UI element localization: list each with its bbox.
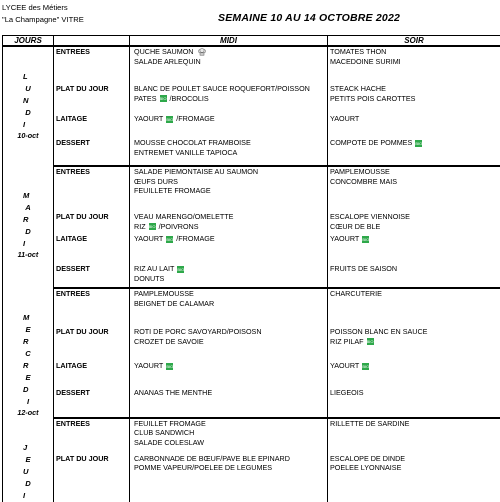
day-letter: I (3, 119, 53, 131)
day-letter: M (3, 190, 53, 202)
soir-dish: FRUITS DE SAISON (330, 264, 397, 273)
midi-dish: ŒUFS DURS (134, 177, 178, 186)
soir-dish: RIZ PILAF (330, 337, 364, 346)
day-letter: D (3, 107, 53, 119)
dish-line (330, 177, 500, 187)
soir-cell (328, 234, 500, 264)
day-letter: L (3, 71, 53, 83)
dish-line (330, 114, 500, 124)
midi-dish: YAOURT (134, 361, 163, 370)
midi-dish: ANANAS THE MENTHE (134, 388, 212, 397)
table-row (3, 361, 500, 388)
dish-line (134, 438, 327, 448)
day-letter: I (3, 490, 53, 502)
midi-dish: QUCHE SAUMON (134, 47, 194, 56)
day-letter: I (3, 238, 53, 250)
soir-dish: COMPOTE DE POMMES (330, 138, 412, 147)
day-letter: I (3, 396, 53, 408)
midi-cell (130, 84, 328, 114)
midi-cell (130, 166, 328, 212)
midi-cell (130, 212, 328, 234)
dish-line (134, 361, 327, 371)
soir-dish: CONCOMBRE MAIS (330, 177, 397, 186)
day-letter: N (3, 95, 53, 107)
table-row (3, 84, 500, 114)
day-letter: R (3, 214, 53, 226)
soir-dish: POELEE LYONNAISE (330, 463, 401, 472)
day-date: 11-oct (3, 250, 53, 260)
dish-line (134, 299, 327, 309)
day-cell (3, 166, 54, 288)
midi-dish: SALADE PIEMONTAISE AU SAUMON (134, 167, 258, 176)
soir-cell (328, 361, 500, 388)
course-category: ENTREES (54, 166, 130, 212)
midi-dish: CROZET DE SAVOIE (134, 337, 204, 346)
table-row (3, 288, 500, 327)
day-letter: A (3, 202, 53, 214)
dish-line (134, 289, 327, 299)
midi-dish: ROTI DE PORC SAVOYARD/POISOSN (134, 327, 262, 336)
organic-label-icon: BIO (166, 363, 173, 370)
day-letter: R (3, 360, 53, 372)
soir-dish: YAOURT (330, 361, 359, 370)
day-letter: C (3, 348, 53, 360)
midi-dish: YAOURT (134, 234, 163, 243)
course-category: PLAT DU JOUR (54, 327, 130, 361)
day-date: 12-oct (3, 408, 53, 418)
dish-line (134, 264, 327, 274)
day-letter: E (3, 372, 53, 384)
soir-cell (328, 138, 500, 166)
course-category: LAITAGE (54, 114, 130, 138)
organic-label-icon: BIO (149, 223, 156, 230)
dish-line (134, 274, 327, 284)
midi-dish: RIZ (134, 222, 146, 231)
organic-label-icon: BIO (415, 140, 422, 147)
dish-line (134, 388, 327, 398)
dish-line (330, 337, 500, 347)
soir-cell (328, 114, 500, 138)
dish-line (330, 419, 500, 429)
midi-dish: /FROMAGE (176, 114, 214, 123)
table-row (3, 234, 500, 264)
soir-dish: LIEGEOIS (330, 388, 364, 397)
col-header-midi: MIDI (130, 36, 328, 47)
dish-line (330, 327, 500, 337)
dish-line (134, 57, 327, 67)
day-name-vertical (3, 166, 53, 250)
soir-dish: PAMPLEMOUSSE (330, 167, 390, 176)
menu-body (3, 46, 500, 502)
dish-line (134, 186, 327, 196)
day-letter: J (3, 442, 53, 454)
day-name-vertical (3, 418, 53, 502)
midi-cell (130, 264, 328, 288)
dish-line (134, 454, 327, 464)
course-category: ENTREES (54, 288, 130, 327)
midi-dish: /FROMAGE (176, 234, 214, 243)
day-cell (3, 46, 54, 166)
table-row (3, 418, 500, 454)
dish-line (134, 148, 327, 158)
dish-line (134, 222, 327, 232)
day-name-vertical (3, 288, 53, 408)
course-category: ENTREES (54, 418, 130, 454)
day-letter: E (3, 454, 53, 466)
soir-dish: CŒUR DE BLE (330, 222, 380, 231)
table-header-row (3, 36, 500, 47)
table-row (3, 454, 500, 502)
dish-line (134, 327, 327, 337)
col-header-jours: JOURS (3, 36, 54, 47)
organic-label-icon: BIO (367, 338, 374, 345)
day-letter: E (3, 324, 53, 336)
soir-dish: CHARCUTERIE (330, 289, 382, 298)
dish-line (330, 167, 500, 177)
midi-dish: PATES (134, 94, 157, 103)
day-cell (3, 288, 54, 418)
soir-cell (328, 454, 500, 502)
day-letter: D (3, 478, 53, 490)
dish-line (330, 222, 500, 232)
dish-line (330, 289, 500, 299)
soir-dish: ESCALOPE DE DINDE (330, 454, 405, 463)
dish-line (330, 84, 500, 94)
soir-cell (328, 264, 500, 288)
dish-line (330, 454, 500, 464)
midi-cell (130, 327, 328, 361)
midi-cell (130, 138, 328, 166)
midi-dish: POMME VAPEUR/POELEE DE LEGUMES (134, 463, 272, 472)
dish-line (330, 212, 500, 222)
school-name: LYCEE des Métiers (2, 3, 68, 12)
day-letter: R (3, 336, 53, 348)
midi-dish: RIZ AU LAIT (134, 264, 174, 273)
organic-label-icon: BIO (166, 116, 173, 123)
school-subtitle: "La Champagne" VITRE (2, 15, 84, 24)
dish-line (330, 463, 500, 473)
course-category: ENTREES (54, 46, 130, 84)
soir-dish: STEACK HACHE (330, 84, 386, 93)
organic-label-icon: BIO (160, 95, 167, 102)
midi-dish: PAMPLEMOUSSE (134, 289, 194, 298)
organic-label-icon: BIO (166, 236, 173, 243)
day-date: 10-oct (3, 131, 53, 141)
dish-line (134, 463, 327, 473)
soir-cell (328, 46, 500, 84)
dish-line (330, 388, 500, 398)
midi-dish: /POIVRONS (159, 222, 199, 231)
midi-dish: VEAU MARENGO/OMELETTE (134, 212, 233, 221)
organic-label-icon: BIO (177, 266, 184, 273)
midi-cell (130, 288, 328, 327)
table-row (3, 212, 500, 234)
soir-dish: TOMATES THON (330, 47, 386, 56)
course-category: LAITAGE (54, 234, 130, 264)
soir-dish: ESCALOPE VIENNOISE (330, 212, 410, 221)
midi-dish: CLUB SANDWICH (134, 428, 194, 437)
midi-dish: SALADE COLESLAW (134, 438, 204, 447)
course-category: PLAT DU JOUR (54, 454, 130, 502)
soir-dish: YAOURT (330, 234, 359, 243)
table-row (3, 166, 500, 212)
menu-table (2, 35, 500, 502)
soir-cell (328, 84, 500, 114)
day-letter: U (3, 83, 53, 95)
midi-dish: /BROCOLIS (170, 94, 209, 103)
dish-line (330, 361, 500, 371)
soir-dish: MACEDOINE SURIMI (330, 57, 401, 66)
course-category: DESSERT (54, 138, 130, 166)
soir-dish: PETITS POIS CAROTTES (330, 94, 415, 103)
day-letter: M (3, 312, 53, 324)
chef-hat-icon (198, 48, 206, 56)
midi-cell (130, 46, 328, 84)
midi-dish: FEUILLET FROMAGE (134, 419, 206, 428)
day-letter: D (3, 384, 53, 396)
week-title: SEMAINE 10 AU 14 OCTOBRE 2022 (218, 12, 400, 24)
course-category: PLAT DU JOUR (54, 84, 130, 114)
dish-line (330, 138, 500, 148)
midi-cell (130, 388, 328, 417)
table-row (3, 114, 500, 138)
dish-line (134, 428, 327, 438)
midi-cell (130, 418, 328, 454)
dish-line (330, 47, 500, 57)
midi-cell (130, 454, 328, 502)
soir-dish: POISSON BLANC EN SAUCE (330, 327, 427, 336)
dish-line (134, 114, 327, 124)
day-letter: U (3, 466, 53, 478)
dish-line (134, 84, 327, 94)
midi-dish: ENTREMET VANILLE TAPIOCA (134, 148, 237, 157)
soir-cell (328, 288, 500, 327)
dish-line (134, 177, 327, 187)
dish-line (330, 264, 500, 274)
course-category: DESSERT (54, 388, 130, 417)
soir-cell (328, 388, 500, 417)
course-category: DESSERT (54, 264, 130, 288)
dish-line (330, 94, 500, 104)
midi-dish: SALADE ARLEQUIN (134, 57, 201, 66)
soir-cell (328, 418, 500, 454)
table-row (3, 138, 500, 166)
table-row (3, 388, 500, 417)
soir-dish: YAOURT (330, 114, 359, 123)
col-header-soir: SOIR (328, 36, 500, 47)
dish-line (134, 94, 327, 104)
midi-dish: FEUILLETE FROMAGE (134, 186, 211, 195)
midi-dish: CARBONNADE DE BŒUF/PAVE BLE EPINARD (134, 454, 290, 463)
dish-line (134, 212, 327, 222)
organic-label-icon: BIO (362, 363, 369, 370)
table-row (3, 46, 500, 84)
dish-line (134, 138, 327, 148)
dish-line (134, 47, 327, 57)
midi-dish: BEIGNET DE CALAMAR (134, 299, 214, 308)
dish-line (330, 57, 500, 67)
midi-dish: MOUSSE CHOCOLAT FRAMBOISE (134, 138, 251, 147)
midi-cell (130, 361, 328, 388)
course-category: LAITAGE (54, 361, 130, 388)
midi-cell (130, 114, 328, 138)
day-name-vertical (3, 47, 53, 131)
soir-cell (328, 327, 500, 361)
col-header-blank (54, 36, 130, 47)
course-category: PLAT DU JOUR (54, 212, 130, 234)
dish-line (134, 167, 327, 177)
table-row (3, 264, 500, 288)
midi-cell (130, 234, 328, 264)
midi-dish: BLANC DE POULET SAUCE ROQUEFORT/POISSON (134, 84, 310, 93)
dish-line (134, 234, 327, 244)
day-cell (3, 418, 54, 502)
midi-dish: YAOURT (134, 114, 163, 123)
midi-dish: DONUTS (134, 274, 164, 283)
soir-cell (328, 166, 500, 212)
table-row (3, 327, 500, 361)
soir-cell (328, 212, 500, 234)
organic-label-icon: BIO (362, 236, 369, 243)
dish-line (134, 337, 327, 347)
dish-line (330, 234, 500, 244)
day-letter: D (3, 226, 53, 238)
soir-dish: RILLETTE DE SARDINE (330, 419, 409, 428)
dish-line (134, 419, 327, 429)
